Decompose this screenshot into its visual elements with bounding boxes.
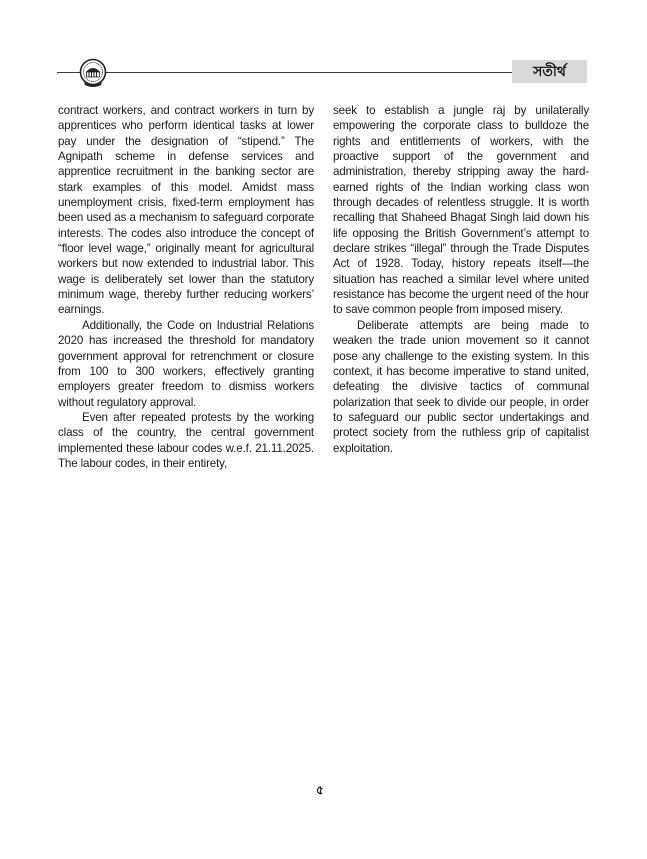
paragraph: Deliberate attempts are being made to weaken the trade union movement so it cannot pose any challenge to the existing system. In this context, it has become imperative to stand united, defeating the divisive tactics of communal polarization that seek to divide our people, in order to safeguard our public sector undertakings and protect society from the ruthless grip of capitalist exploitation. [333,318,589,455]
page-number: ৫ [316,783,324,797]
header-rule [57,72,513,73]
magazine-name-badge [512,60,587,83]
left-column [58,103,314,471]
paragraph: contract workers, and contract workers in turn by apprentices who perform identical tasks at lower pay under the designation of “stipend.” The Agnipath scheme in defense services and apprentice recruitment in the banking sector are stark examples of this model. Amidst mass unemployment crisis, fixed-term employment has been used as a mechanism to safeguard corporate interests. The codes also introduce the concept of “floor level wage,” originally meant for agricultural workers but now extended to industrial labor. This wage is deliberately set lower than the statutory minimum wage, thereby further reducing workers’ earnings. [58,104,314,317]
paragraph: Even after repeated protests by the working class of the country, the central government implemented these labour codes w.e.f. 21.11.2025. The labour codes, in their entirety, [58,410,314,470]
magazine-name: সতীর্থ [533,63,566,80]
organization-emblem-icon [78,58,108,88]
right-column [333,103,589,456]
paragraph: Additionally, the Code on Industrial Relations 2020 has increased the threshold for mandatory government approval for retrenchment or closure from 100 to 300 workers, effectively granting employers greater freedom to dismiss workers without regulatory approval. [58,318,314,409]
paragraph: seek to establish a jungle raj by unilaterally empowering the corporate class to bulldoze the rights and entitlements of workers, with the proactive support of the government and administration, thereby stripping away the hard-earned rights of the Indian working class won through decades of relentless struggle. It is worth recalling that Shaheed Bhagat Singh laid down his life opposing the British Government’s attempt to declare strikes “illegal” through the Trade Disputes Act of 1928. Today, history repeats itself—the situation has reached a similar level where united resistance has become the urgent need of the hour to save common people from imposed misery. [333,104,589,317]
